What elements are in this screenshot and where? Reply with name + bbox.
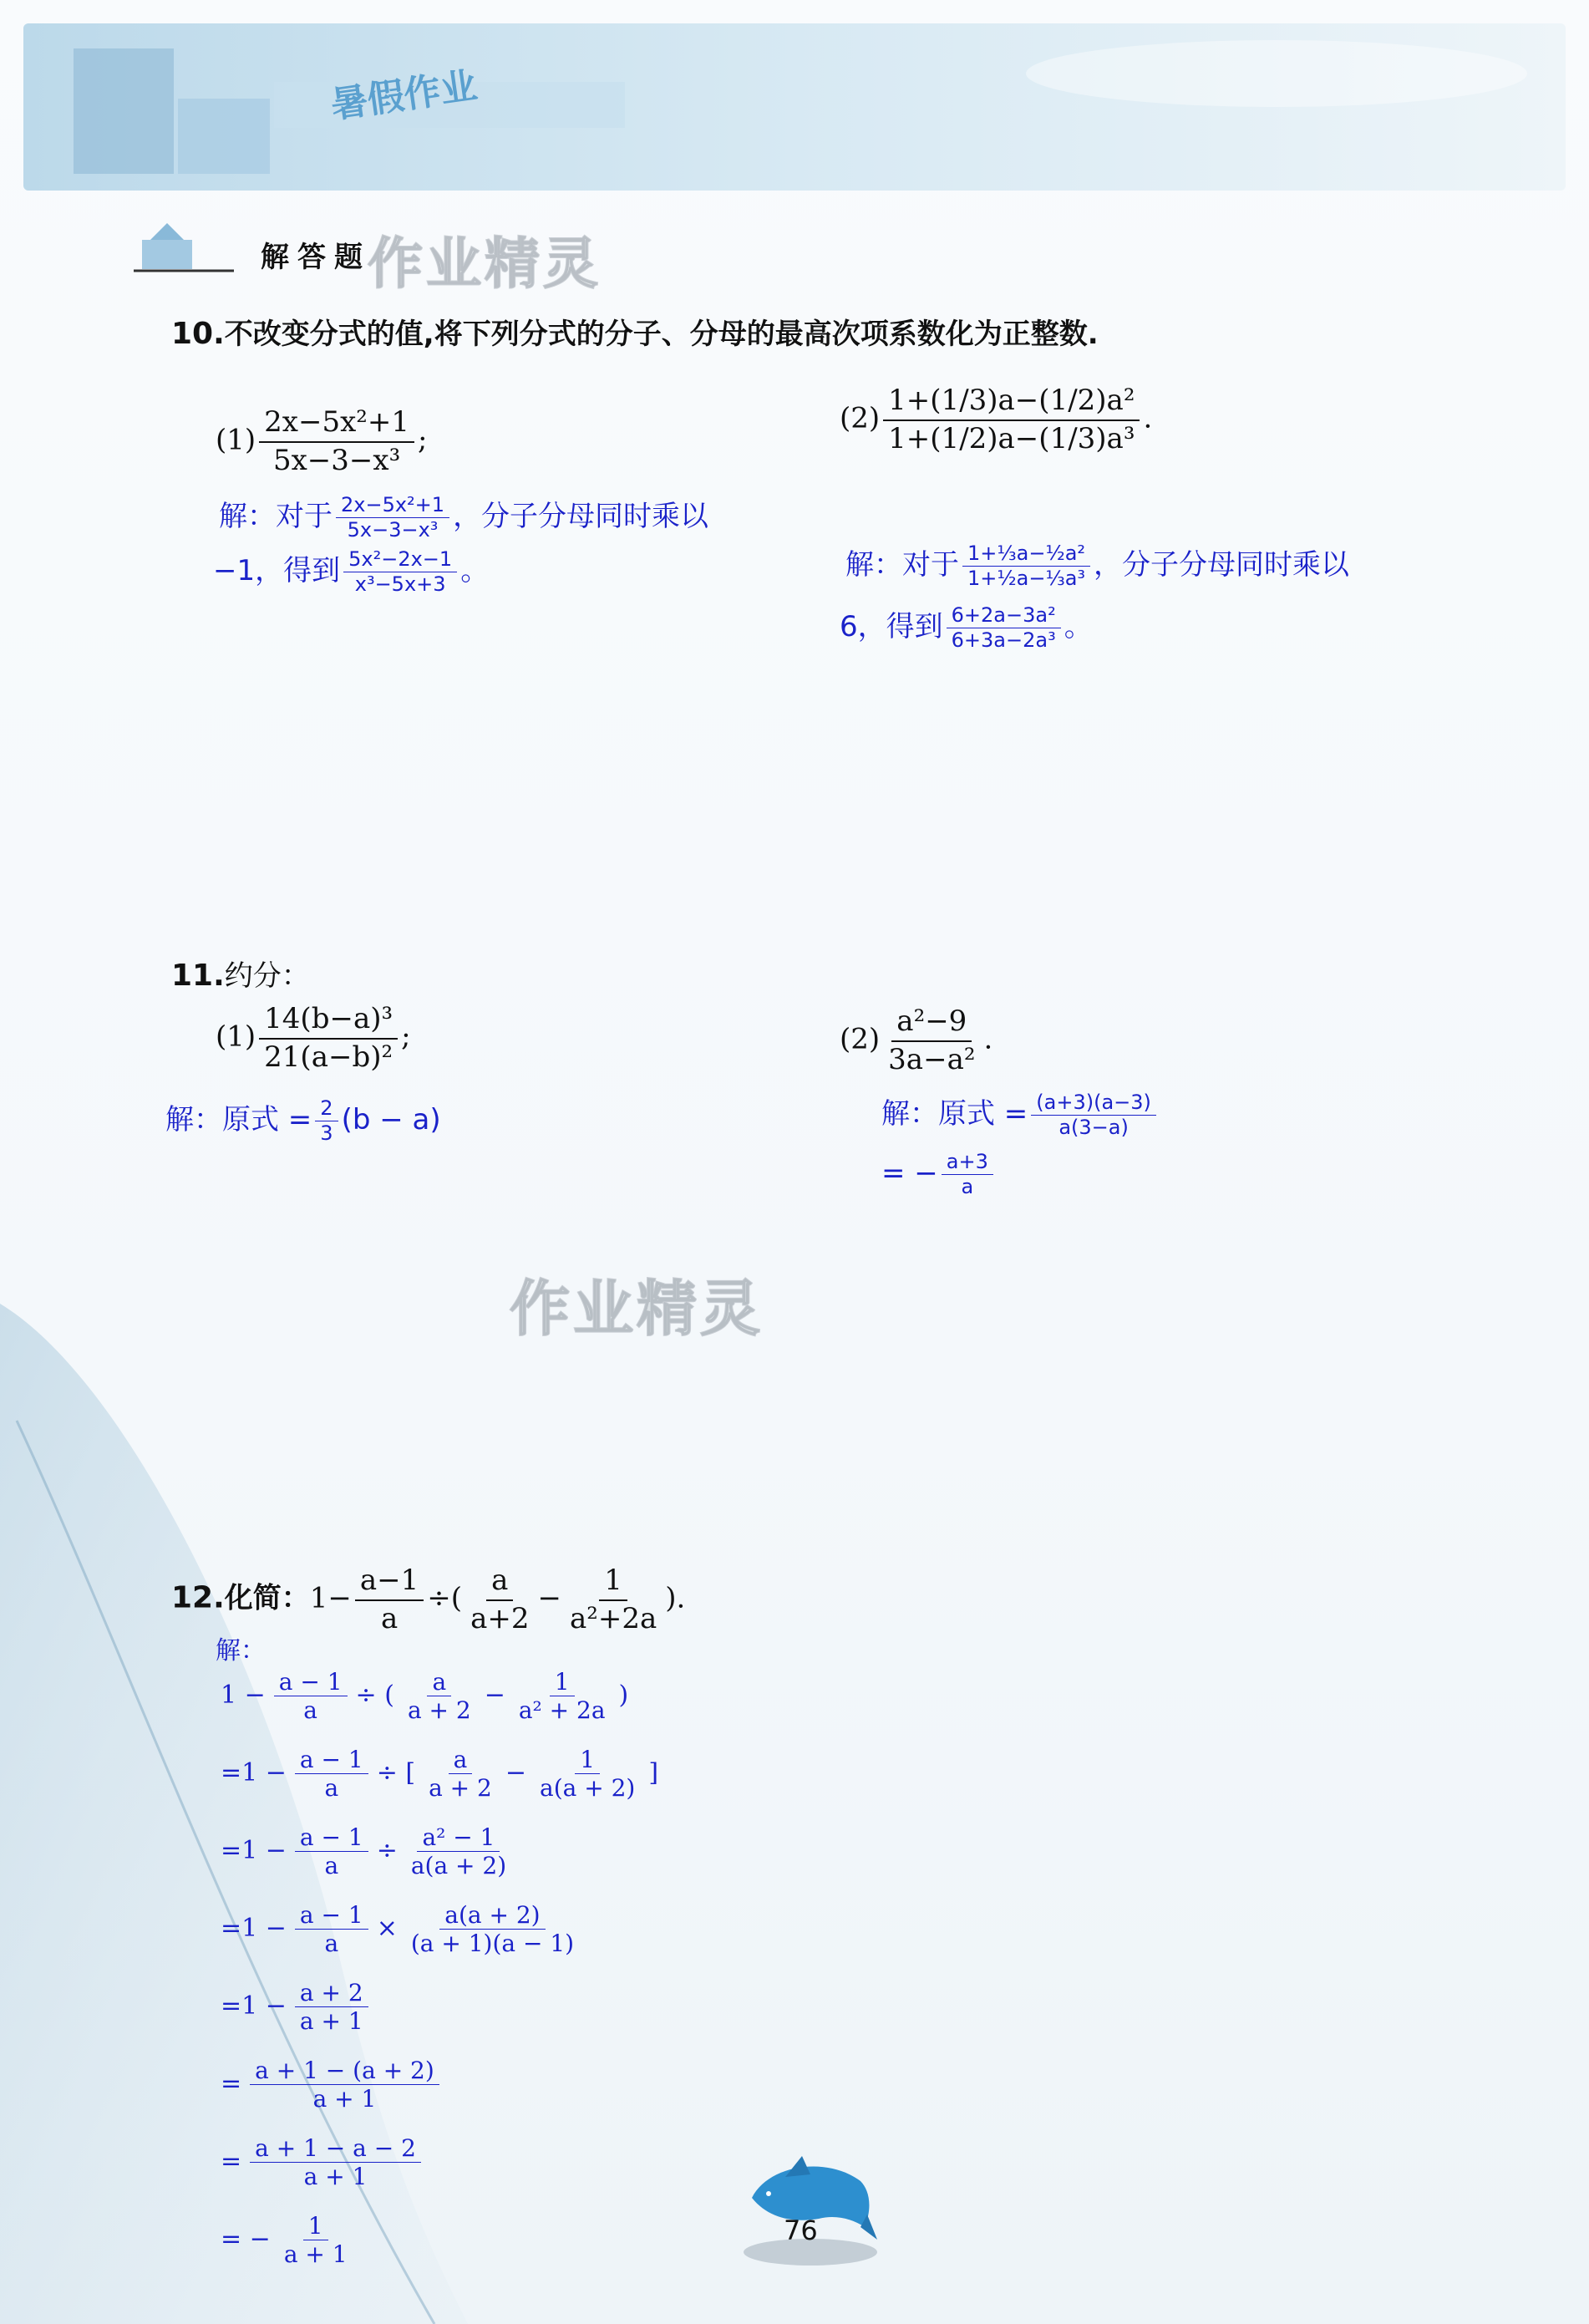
sol-prefix: = − — [881, 1157, 938, 1191]
bleed-through-decoration — [1136, 468, 1236, 505]
step-text: = — [221, 2068, 242, 2098]
part-label: (1) — [216, 423, 256, 457]
expr-text: ÷( — [427, 1581, 463, 1615]
step-text: =1 − — [221, 1913, 287, 1943]
q12-step-1 — [216, 1670, 633, 1723]
q10-part1-solution-line1 — [219, 493, 708, 541]
fraction — [259, 1004, 398, 1072]
denominator: a(a + 2) — [540, 1774, 636, 1803]
step-text: ) — [618, 1680, 629, 1710]
sol-text: ，分子分母同时乘以 — [453, 500, 709, 533]
q12-number: 12. — [171, 1580, 225, 1615]
step-text: ÷ — [376, 1835, 398, 1865]
sol-prefix: 解：对于 — [219, 500, 333, 533]
q12-step-4 — [216, 1903, 582, 1956]
fraction — [274, 1670, 348, 1723]
denominator: a — [380, 1601, 399, 1635]
numerator: 1+(1/3)a−(1/2)a² — [883, 386, 1140, 421]
fraction — [406, 1825, 511, 1879]
numerator: 1 — [303, 2214, 328, 2240]
q10-part2-solution-line2 — [840, 603, 1093, 651]
denominator: 1+½a−⅓a³ — [967, 567, 1086, 590]
books-illustration — [74, 48, 174, 174]
q12-step-5 — [216, 1981, 372, 2034]
sol-end: 。 — [1064, 610, 1093, 643]
fraction — [343, 549, 457, 595]
numerator: a²−9 — [891, 1007, 972, 1042]
numerator: 1+⅓a−½a² — [962, 543, 1090, 567]
numerator: a(a + 2) — [439, 1903, 545, 1930]
denominator: 5x−3−x³ — [347, 518, 439, 542]
fraction — [250, 2136, 421, 2189]
q12-step-3 — [216, 1825, 515, 1879]
denominator: (a + 1)(a − 1) — [410, 1930, 575, 1958]
numerator: (a+3)(a−3) — [1031, 1092, 1156, 1116]
numerator: 1 — [575, 1747, 600, 1774]
denominator: a(3−a) — [1058, 1116, 1129, 1139]
numerator: a + 1 − a − 2 — [250, 2136, 421, 2163]
denominator: 5x−3−x³ — [272, 443, 401, 477]
step-text: − — [505, 1757, 526, 1787]
fraction — [947, 605, 1061, 651]
q10-part1-solution-line2 — [213, 547, 489, 595]
watermark: 作业精灵 — [368, 231, 602, 296]
numerator: a+3 — [942, 1152, 993, 1175]
fraction — [279, 2214, 353, 2267]
q11-part1-expr — [216, 1004, 411, 1072]
q10-part2-expr — [840, 386, 1152, 454]
numerator: a−1 — [355, 1566, 424, 1601]
page-number: 76 — [784, 2215, 818, 2246]
denominator: x³−5x+3 — [354, 572, 446, 596]
header-banner — [23, 23, 1566, 199]
denominator: a(a + 2) — [410, 1852, 507, 1880]
part-label: (2) — [840, 1022, 881, 1056]
fraction — [295, 1981, 368, 2034]
section-icon — [134, 219, 234, 277]
sol-text: ，分子分母同时乘以 — [1094, 548, 1350, 582]
numerator: a − 1 — [274, 1670, 348, 1696]
q10-part2-solution-line1 — [845, 542, 1349, 589]
fraction — [883, 1004, 980, 1076]
numerator: a − 1 — [295, 1825, 368, 1852]
expr-text: 1− — [309, 1581, 352, 1615]
q12-step-7 — [216, 2136, 424, 2189]
fraction — [259, 405, 414, 477]
sol-prefix: 解：原式 = — [165, 1103, 312, 1137]
part-label: (2) — [840, 401, 881, 435]
banner-title: 暑假作业 — [327, 64, 480, 127]
punct: ; — [418, 423, 428, 457]
q10-number: 10. — [171, 317, 225, 351]
numerator: 6+2a−3a² — [947, 605, 1061, 628]
denominator: a²+2a — [569, 1601, 657, 1635]
fraction — [535, 1747, 640, 1801]
fraction — [883, 386, 1140, 454]
sol-prefix: 解：原式 = — [881, 1097, 1028, 1131]
step-text: ] — [648, 1757, 659, 1787]
fraction — [250, 2058, 439, 2112]
punct: . — [1143, 401, 1153, 435]
numerator: 2x−5x²+1 — [259, 408, 414, 443]
denominator: a — [961, 1175, 974, 1199]
denominator: a² + 2a — [518, 1696, 606, 1725]
fraction — [355, 1566, 424, 1634]
fraction — [315, 1098, 338, 1144]
step-text: × — [376, 1913, 398, 1943]
numerator: 1 — [599, 1566, 627, 1601]
q12-solution-label: 解： — [216, 1636, 266, 1665]
part-label: (1) — [216, 1020, 256, 1054]
numerator: a² − 1 — [417, 1825, 500, 1852]
fraction — [295, 1825, 368, 1879]
fraction — [424, 1747, 497, 1801]
denominator: 1+(1/2)a−(1/3)a³ — [888, 421, 1135, 455]
numerator: 1 — [550, 1670, 575, 1696]
q11-part2-expr — [840, 1004, 993, 1076]
numerator: 5x²−2x−1 — [343, 549, 457, 572]
fraction — [336, 492, 449, 542]
q12-question — [171, 1566, 685, 1634]
numerator: a — [427, 1670, 451, 1696]
q12-step-6 — [216, 2058, 443, 2112]
step-text: =1 − — [221, 1757, 287, 1787]
q12-step-2 — [216, 1747, 663, 1801]
sol-prefix: 解：对于 — [845, 548, 959, 582]
q11-number: 11. — [171, 959, 225, 993]
denominator: a + 1 — [299, 2007, 363, 2036]
denominator: a — [303, 1696, 317, 1725]
q11-part2-solution-line1 — [881, 1091, 1160, 1138]
fraction — [295, 1903, 368, 1956]
expr-text: − — [537, 1581, 561, 1615]
denominator: 3 — [320, 1121, 333, 1145]
fraction — [403, 1670, 476, 1723]
sol-text: 6，得到 — [840, 610, 943, 643]
denominator: a+2 — [470, 1601, 530, 1635]
numerator: 2x−5x²+1 — [336, 495, 449, 518]
denominator: a + 2 — [407, 1696, 471, 1725]
sol-text: −1，得到 — [213, 554, 341, 587]
expr-text: ). — [665, 1581, 686, 1615]
step-text: = — [221, 2146, 242, 2176]
punct: . — [983, 1022, 993, 1056]
sol-text: (b − a) — [341, 1103, 441, 1137]
watermark: 作业精灵 — [510, 1274, 764, 1344]
denominator: a + 1 — [303, 2163, 368, 2191]
q10-question — [171, 311, 1099, 352]
numerator: a + 1 − (a + 2) — [250, 2058, 439, 2085]
fraction — [406, 1903, 579, 1956]
fraction — [962, 543, 1090, 589]
fraction — [295, 1747, 368, 1801]
fraction — [565, 1566, 662, 1634]
step-text: = − — [221, 2224, 271, 2254]
numerator: 14(b−a)³ — [259, 1004, 398, 1040]
sol-end: 。 — [460, 554, 490, 587]
denominator: a — [324, 1774, 339, 1803]
step-text: ÷ [ — [376, 1757, 416, 1787]
q10-part1-expr — [216, 405, 428, 477]
fraction — [942, 1152, 993, 1198]
fraction — [514, 1670, 611, 1723]
q11-part1-solution — [165, 1096, 441, 1144]
q11-prompt: 约分： — [224, 959, 310, 993]
numerator: a — [449, 1747, 473, 1774]
step-text: − — [484, 1680, 505, 1710]
denominator: a — [324, 1852, 339, 1880]
numerator: a — [486, 1566, 513, 1601]
step-text: 1 − — [221, 1680, 266, 1710]
denominator: a + 2 — [429, 1774, 492, 1803]
numerator: a − 1 — [295, 1747, 368, 1774]
numerator: 2 — [315, 1098, 338, 1121]
q12-step-8 — [216, 2214, 356, 2267]
numerator: a + 2 — [295, 1981, 368, 2007]
step-text: =1 − — [221, 1991, 287, 2021]
q12-prompt: 化简： — [224, 1581, 310, 1615]
dolphin-icon — [735, 2148, 877, 2273]
q11-question — [171, 953, 310, 994]
denominator: 3a−a² — [888, 1042, 976, 1076]
q10-prompt: 不改变分式的值,将下列分式的分子、分母的最高次项系数化为正整数. — [224, 318, 1099, 351]
step-text: ÷ ( — [355, 1680, 394, 1710]
denominator: a — [324, 1930, 339, 1958]
denominator: 21(a−b)² — [264, 1040, 393, 1074]
punct: ; — [401, 1020, 411, 1054]
numerator: a − 1 — [295, 1903, 368, 1930]
denominator: a + 1 — [312, 2085, 377, 2113]
step-text: =1 − — [221, 1835, 287, 1865]
denominator: a + 1 — [283, 2240, 348, 2269]
fraction — [1031, 1092, 1156, 1138]
section-title: 解答题 — [261, 241, 371, 274]
q11-part2-solution-line2 — [881, 1152, 997, 1198]
fraction — [465, 1566, 534, 1634]
denominator: 6+3a−2a³ — [951, 628, 1056, 652]
